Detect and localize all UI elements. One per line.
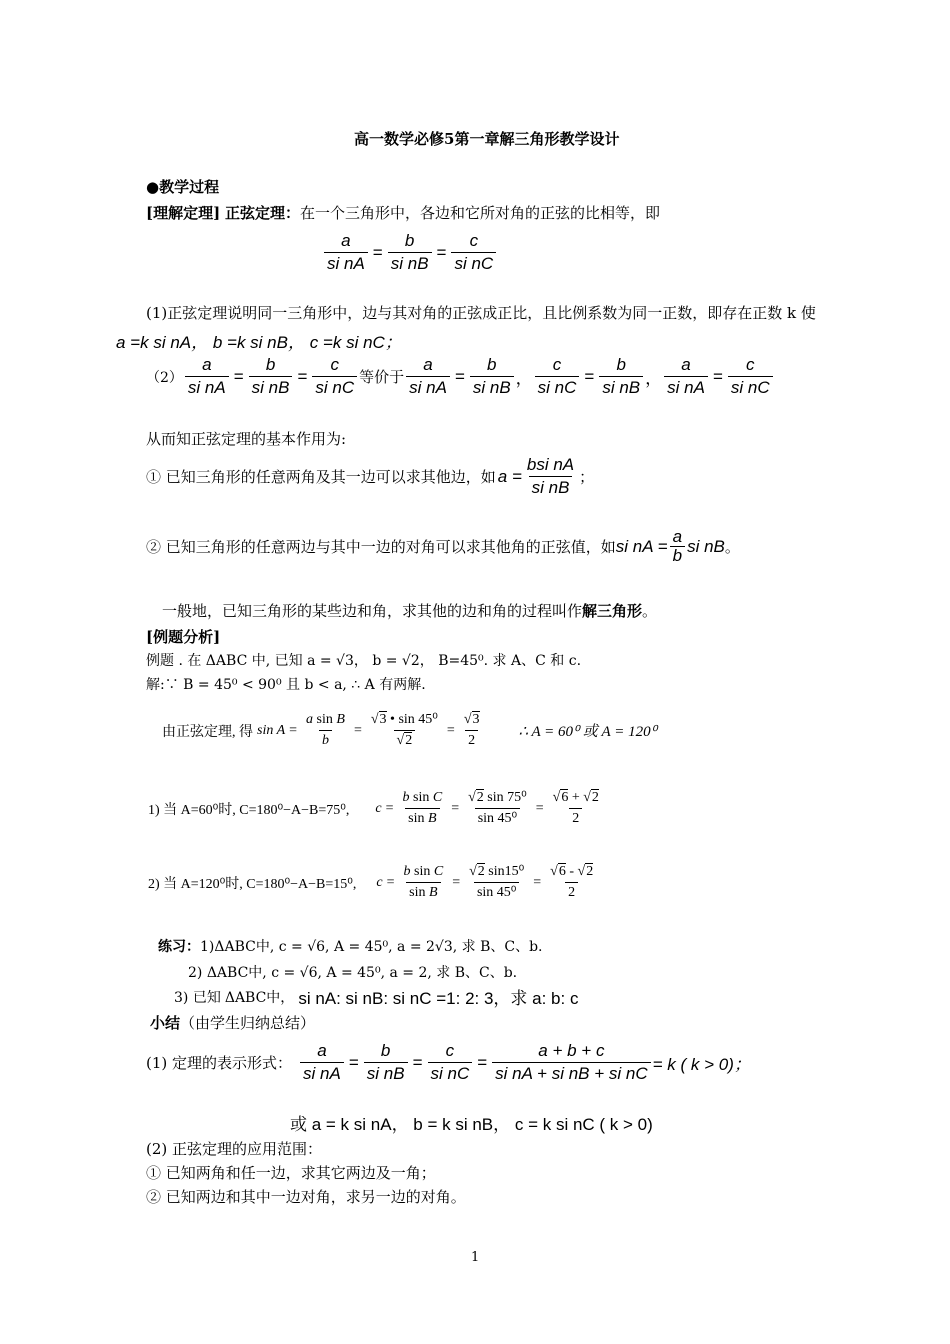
summary-heading: 小结（由学生归纳总结） bbox=[150, 1014, 316, 1032]
practice-1: 练习：1)ΔABC中, c = √6, A = 45⁰, a = 2√3, 求 B、C、b. bbox=[158, 939, 543, 955]
example-heading: [例题分析] bbox=[146, 628, 221, 646]
example-text: 例题 . 在 ΔABC 中, 已知 a = √3， b = √2， B=45⁰. 求 A、C 和 c. bbox=[146, 653, 582, 669]
scope-item-1: ① 已知两角和任一边，求其它两边及一角； bbox=[146, 1164, 436, 1182]
case-1: 1) 当 A=60⁰时, C=180⁰−A−B=75⁰, c = $\frac{\text{b sin C}}{\text{sin B}}$ = $\frac{\text{√2 sin 75⁰}}{\text{sin 45⁰}}$ = $\frac{√6 + √2}{2}$ bbox=[148, 788, 604, 829]
section-heading: ●教学过程 bbox=[146, 178, 220, 196]
point-1-text: (1)正弦定理说明同一三角形中，边与其对角的正弦成正比，且比例系数为同一正数，即存在正数 k 使 bbox=[146, 304, 816, 322]
practice-2: 2) ΔABC中, c = √6, A = 45⁰, a = 2, 求 B、C、b. bbox=[188, 965, 518, 981]
law-name: 正弦定理： bbox=[224, 204, 300, 222]
case-2: 2) 当 A=120⁰时, C=180⁰−A−B=15⁰, c = $\frac{\text{b sin C}}{\text{sin B}}$ = $\frac{\text{√2 sin15⁰}}{\text{sin 45⁰}}$ = $\frac{√6 - √2}{2}$ bbox=[148, 862, 598, 903]
theorem-form: (1) 定理的表示形式： $\frac{a}{\text{si nA}}$ = $\frac{b}{\text{si nB}}$ = $\frac{c}{\text{si nC}}$ = $\frac{a + b + c}{\text{si nA + si nB + si nC}}$ = k ( k > 0)； bbox=[146, 1041, 751, 1083]
document-title: 高一数学必修5第一章解三角形教学设计 bbox=[354, 130, 620, 148]
use-1: ① 已知三角形的任意两角及其一边可以求其他边，如 a = $\frac{\text{bsi nA}}{\text{si nB}}$ ； bbox=[146, 455, 595, 497]
basic-use-heading: 从而知正弦定理的基本作用为: bbox=[146, 430, 347, 448]
law-calculation: 由正弦定理, 得 sin A = $\frac{\text{a sin B}}{b}$ = $\frac{\text{√3 • sin 45⁰}}{√2}$ = $\frac{√3}{2}$ ∴ A = 60⁰ 或 A = 120⁰ bbox=[162, 710, 657, 751]
term-solve-triangle: 解三角形 bbox=[582, 602, 643, 620]
sine-law-formula: $\frac{a}{\text{si nA}}$ = $\frac{b}{\text{si nB}}$ = $\frac{c}{\text{si nC}}$ bbox=[322, 230, 498, 275]
point-1-formula: a =k si nA， b =k si nB， c =k si nC； bbox=[116, 333, 402, 352]
scope-item-2: ② 已知两边和其中一边对角，求另一边的对角。 bbox=[146, 1188, 466, 1206]
scope-heading: (2) 正弦定理的应用范围： bbox=[146, 1140, 323, 1158]
general-statement: 一般地，已知三角形的某些边和角，求其他的边和角的过程叫作解三角形。 bbox=[162, 602, 658, 620]
example-solution: 解:∵ B = 45⁰ < 90⁰ 且 b < a, ∴ A 有两解. bbox=[146, 677, 426, 693]
law-statement bbox=[146, 202, 660, 223]
point-2-formula: （2） $\frac{a}{\text{si nA}}$ = $\frac{b}{\text{si nB}}$ = $\frac{c}{\text{si nC}}$ 等价于 $\frac{a}{\text{si nA}}$ = $\frac{b}{\text{si nB}}$ ， $\frac{c}{\text{si nC}}$ = $\frac{b}{\text{si nB}}$ ， $\frac{a}{\text{si nA}}$ = $\frac{c}{\text{si nC}}$ bbox=[146, 354, 775, 399]
theorem-form-alt: 或 a = k si nA， b = k si nB， c = k si nC ( k > 0) bbox=[290, 1115, 653, 1134]
use-2: ② 已知三角形的任意两边与其中一边的对角可以求其他角的正弦值，如 si nA = $\frac{a}{b}$ si nB 。 bbox=[146, 527, 740, 565]
practice-label: 练习： bbox=[158, 939, 200, 955]
practice-3: 3) 已知 ΔABC中， si nA: si nB: si nC =1: 2: 3，求 a: b: c bbox=[174, 989, 579, 1008]
page-number: 1 bbox=[471, 1250, 480, 1265]
law-text: 在一个三角形中，各边和它所对角的正弦的比相等，即 bbox=[300, 204, 661, 222]
bracket-label: [理解定理] bbox=[146, 204, 221, 222]
